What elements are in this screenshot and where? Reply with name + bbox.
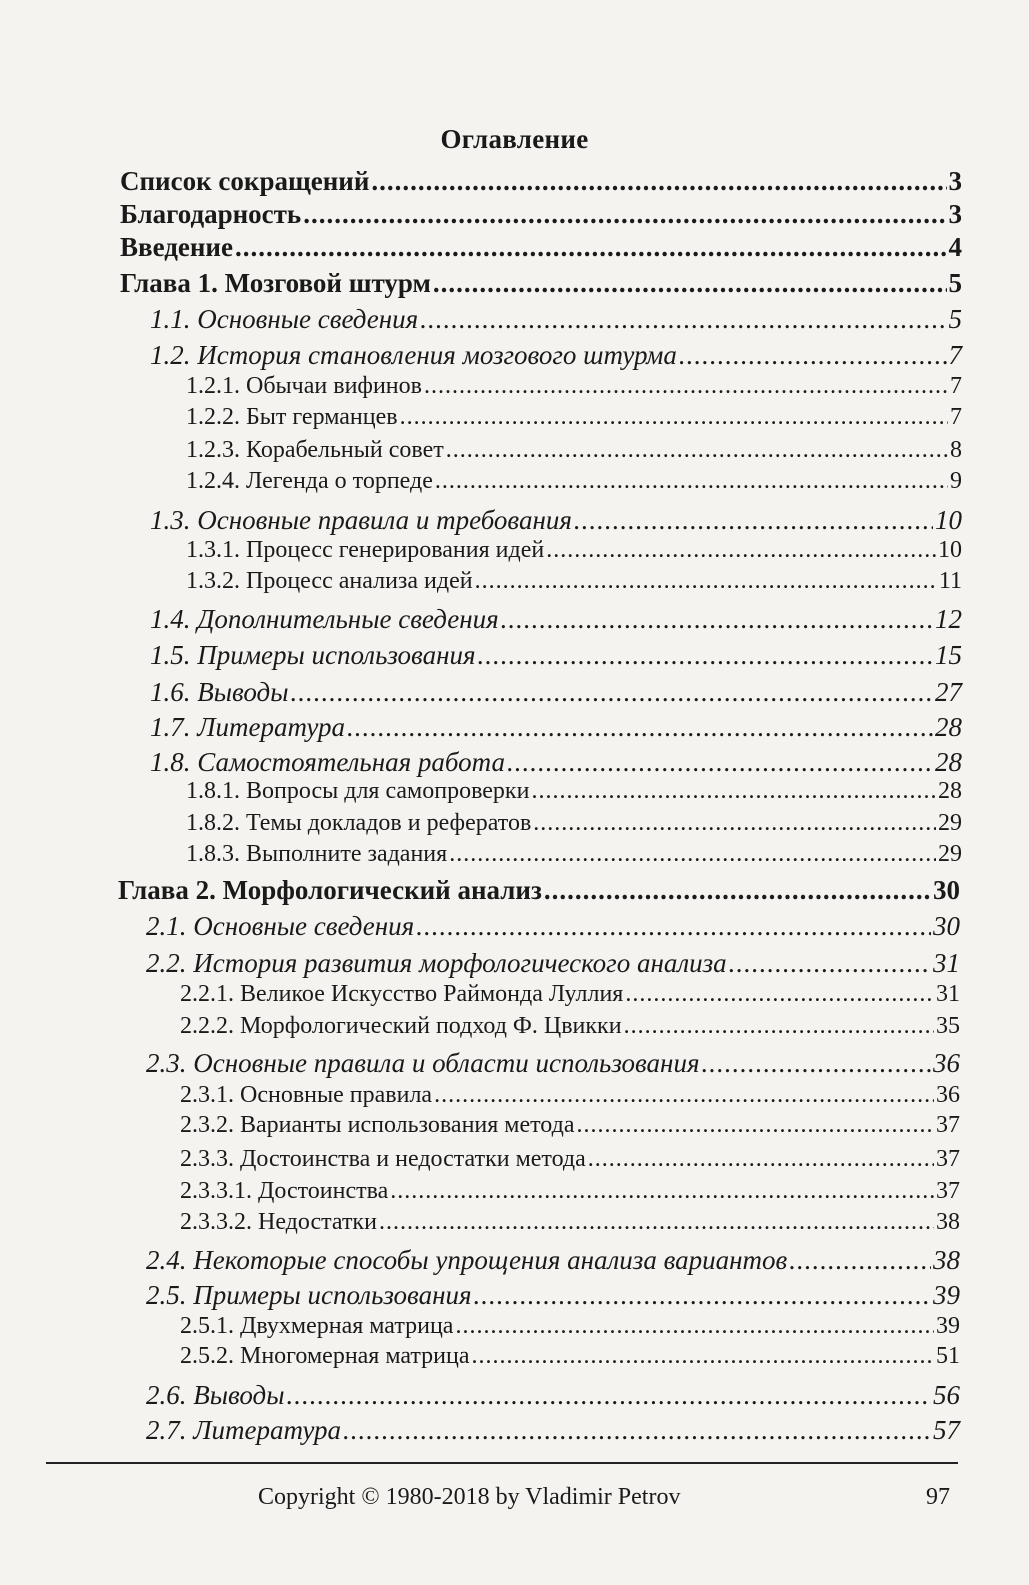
toc-entry-title: 1.5. Примеры использования xyxy=(150,640,476,670)
toc-dot-leader xyxy=(446,437,948,464)
toc-entry-page: 39 xyxy=(936,1313,960,1339)
toc-entry xyxy=(186,841,962,875)
toc-entry-title: 2.2. История развития морфологического анализа xyxy=(146,948,727,978)
toc-entry-page: 38 xyxy=(936,1209,960,1235)
toc-dot-leader xyxy=(400,404,948,431)
toc-entry-title: 2.5.1. Двухмерная матрица xyxy=(180,1313,454,1339)
toc-entry-title: 1.3.2. Процесс анализа идей xyxy=(186,568,473,594)
toc-dot-leader xyxy=(624,1013,934,1040)
toc-entry-page: 57 xyxy=(933,1415,960,1445)
toc-entry-page: 12 xyxy=(935,604,962,634)
toc-entry-title: 1.2. История становления мозгового штурма xyxy=(150,340,677,370)
toc-entry-page: 30 xyxy=(933,911,960,941)
toc-entry xyxy=(186,568,962,602)
toc-entry-title: 1.2.3. Корабельный совет xyxy=(186,437,444,463)
toc-entry xyxy=(150,304,962,338)
toc-entry-page: 31 xyxy=(936,981,960,1007)
toc-entry-title: 2.3.3.2. Недостатки xyxy=(180,1209,377,1235)
toc-entry-page: 37 xyxy=(936,1146,960,1172)
copyright-notice: Copyright © 1980-2018 by Vladimir Petrov xyxy=(258,1484,681,1510)
toc-entry xyxy=(180,1178,960,1212)
toc-dot-leader xyxy=(474,1280,931,1311)
toc-entry xyxy=(118,875,960,909)
toc-entry xyxy=(186,810,962,844)
toc-entry-page: 56 xyxy=(933,1380,960,1410)
toc-entry xyxy=(146,1380,960,1414)
toc-entry xyxy=(150,505,962,539)
toc-dot-leader xyxy=(544,875,931,906)
toc-dot-leader xyxy=(531,778,936,805)
toc-dot-leader xyxy=(303,199,946,230)
toc-entry xyxy=(180,1343,960,1377)
toc-dot-leader xyxy=(729,948,931,979)
toc-entry-title: Глава 2. Морфологический анализ xyxy=(118,875,542,905)
toc-entry-title: 2.3.2. Варианты использования метода xyxy=(180,1112,575,1138)
toc-entry-page: 28 xyxy=(938,778,962,804)
toc-entry xyxy=(120,199,962,233)
toc-entry xyxy=(146,1415,960,1449)
toc-dot-leader xyxy=(434,1082,934,1109)
toc-entry xyxy=(150,677,962,711)
toc-entry xyxy=(150,640,962,674)
toc-entry xyxy=(180,1013,960,1047)
toc-dot-leader xyxy=(235,232,947,263)
toc-entry xyxy=(150,747,962,781)
toc-entry-title: 2.5.2. Многомерная матрица xyxy=(180,1343,470,1369)
toc-entry xyxy=(120,166,962,200)
toc-entry-title: 1.3. Основные правила и требования xyxy=(150,505,572,535)
toc-entry xyxy=(180,1313,960,1347)
toc-entry-page: 3 xyxy=(948,199,962,229)
toc-entry-page: 30 xyxy=(933,875,960,905)
toc-dot-leader xyxy=(789,1245,931,1276)
toc-entry-page: 5 xyxy=(948,268,962,298)
toc-entry-page: 7 xyxy=(948,340,962,370)
toc-dot-leader xyxy=(546,537,936,564)
toc-entry xyxy=(150,604,962,638)
toc-entry-title: 1.8.1. Вопросы для самопроверки xyxy=(186,778,530,804)
toc-dot-leader xyxy=(390,1178,934,1205)
toc-entry-title: 1.8. Самостоятельная работа xyxy=(150,747,505,777)
toc-dot-leader xyxy=(533,810,936,837)
toc-entry-page: 5 xyxy=(948,304,962,334)
toc-entry xyxy=(146,911,960,945)
toc-dot-leader xyxy=(588,1146,934,1173)
toc-dot-leader xyxy=(475,568,937,595)
toc-entry xyxy=(150,340,962,374)
toc-dot-leader xyxy=(435,468,948,495)
toc-entry-title: 2.2.1. Великое Искусство Раймонда Луллия xyxy=(180,981,624,1007)
toc-dot-leader xyxy=(576,1112,934,1139)
toc-entry xyxy=(146,948,960,982)
toc-entry xyxy=(186,437,962,471)
toc-dot-leader xyxy=(424,373,948,400)
toc-entry xyxy=(120,268,962,302)
toc-dot-leader xyxy=(679,340,947,371)
page-number: 97 xyxy=(926,1484,950,1510)
toc-entry-title: 1.8.2. Темы докладов и рефератов xyxy=(186,810,532,836)
toc-entry-page: 37 xyxy=(936,1178,960,1204)
toc-entry-title: 2.4. Некоторые способы упрощения анализа вариантов xyxy=(146,1245,788,1275)
toc-entry-title: 2.3.3. Достоинства и недостатки метода xyxy=(180,1146,586,1172)
toc-entry-page: 37 xyxy=(936,1112,960,1138)
toc-dot-leader xyxy=(290,677,933,708)
toc-entry-page: 9 xyxy=(950,468,962,494)
toc-entry-title: Благодарность xyxy=(120,199,302,229)
toc-dot-leader xyxy=(379,1209,934,1236)
toc-entry-title: 2.7. Литература xyxy=(146,1415,341,1445)
toc-entry-title: Список сокращений xyxy=(120,166,370,196)
toc-dot-leader xyxy=(478,640,933,671)
toc-entry-page: 4 xyxy=(948,232,962,262)
toc-dot-leader xyxy=(625,981,934,1008)
toc-entry-page: 28 xyxy=(935,747,962,777)
toc-title: Оглавление xyxy=(440,124,589,154)
toc-entry-page: 10 xyxy=(935,505,962,535)
toc-entry xyxy=(180,981,960,1015)
toc-dot-leader xyxy=(420,304,946,335)
toc-entry xyxy=(186,468,962,502)
toc-dot-leader xyxy=(449,841,936,868)
footer-divider xyxy=(46,1462,958,1464)
toc-entry-page: 35 xyxy=(936,1013,960,1039)
toc-dot-leader xyxy=(702,1048,932,1079)
toc-entry xyxy=(186,404,962,438)
toc-entry-page: 27 xyxy=(935,677,962,707)
toc-dot-leader xyxy=(501,604,933,635)
toc-entry-title: Глава 1. Мозговой штурм xyxy=(120,268,431,298)
toc-entry-title: 1.2.4. Легенда о торпеде xyxy=(186,468,433,494)
toc-entry-title: 2.2.2. Морфологический подход Ф. Цвикки xyxy=(180,1013,622,1039)
toc-entry xyxy=(146,1245,960,1279)
toc-dot-leader xyxy=(507,747,933,778)
toc-entry-title: 1.4. Дополнительные сведения xyxy=(150,604,499,634)
toc-dot-leader xyxy=(433,268,947,299)
toc-entry xyxy=(146,1280,960,1314)
toc-dot-leader xyxy=(343,1415,931,1446)
toc-entry-title: 1.6. Выводы xyxy=(150,677,289,707)
toc-entry-page: 11 xyxy=(938,568,962,594)
toc-entry-title: 2.5. Примеры использования xyxy=(146,1280,472,1310)
toc-dot-leader xyxy=(472,1343,934,1370)
toc-entry-title: 1.1. Основные сведения xyxy=(150,304,419,334)
toc-entry-page: 36 xyxy=(936,1082,960,1108)
toc-dot-leader xyxy=(286,1380,931,1411)
toc-entry-title: 1.2.1. Обычаи вифинов xyxy=(186,373,422,399)
toc-entry xyxy=(180,1209,960,1243)
toc-entry-title: 1.7. Литература xyxy=(150,712,345,742)
toc-entry-page: 28 xyxy=(935,712,962,742)
toc-entry xyxy=(120,232,962,266)
toc-dot-leader xyxy=(455,1313,934,1340)
toc-entry xyxy=(180,1112,960,1146)
toc-entry-page: 36 xyxy=(933,1048,960,1078)
toc-entry-page: 29 xyxy=(938,810,962,836)
toc-entry xyxy=(180,1082,960,1116)
toc-entry-title: 1.3.1. Процесс генерирования идей xyxy=(186,537,545,563)
toc-entry-page: 8 xyxy=(950,437,962,463)
toc-entry xyxy=(180,1146,960,1180)
toc-entry-title: 2.3. Основные правила и области использования xyxy=(146,1048,700,1078)
toc-dot-leader xyxy=(416,911,931,942)
toc-dot-leader xyxy=(371,166,946,197)
toc-entry-page: 3 xyxy=(948,166,962,196)
toc-entry-title: 2.1. Основные сведения xyxy=(146,911,415,941)
toc-entry-page: 39 xyxy=(933,1280,960,1310)
toc-entry xyxy=(186,537,962,571)
toc-dot-leader xyxy=(347,712,933,743)
toc-entry-page: 15 xyxy=(935,640,962,670)
toc-entry xyxy=(150,712,962,746)
toc-entry-page: 31 xyxy=(933,948,960,978)
toc-entry xyxy=(186,373,962,407)
toc-dot-leader xyxy=(574,505,933,536)
toc-entry-page: 7 xyxy=(950,404,962,430)
toc-entry-title: 1.8.3. Выполните задания xyxy=(186,841,448,867)
toc-entry-title: 1.2.2. Быт германцев xyxy=(186,404,398,430)
toc-entry-page: 51 xyxy=(936,1343,960,1369)
toc-entry xyxy=(186,778,962,812)
toc-entry-title: 2.6. Выводы xyxy=(146,1380,285,1410)
toc-entry-page: 7 xyxy=(950,373,962,399)
toc-entry-title: Введение xyxy=(120,232,233,262)
toc-entry-title: 2.3.3.1. Достоинства xyxy=(180,1178,389,1204)
toc-entry xyxy=(146,1048,960,1082)
toc-entry-page: 38 xyxy=(933,1245,960,1275)
toc-entry-page: 29 xyxy=(938,841,962,867)
toc-entry-page: 10 xyxy=(938,537,962,563)
toc-entry-title: 2.3.1. Основные правила xyxy=(180,1082,433,1108)
